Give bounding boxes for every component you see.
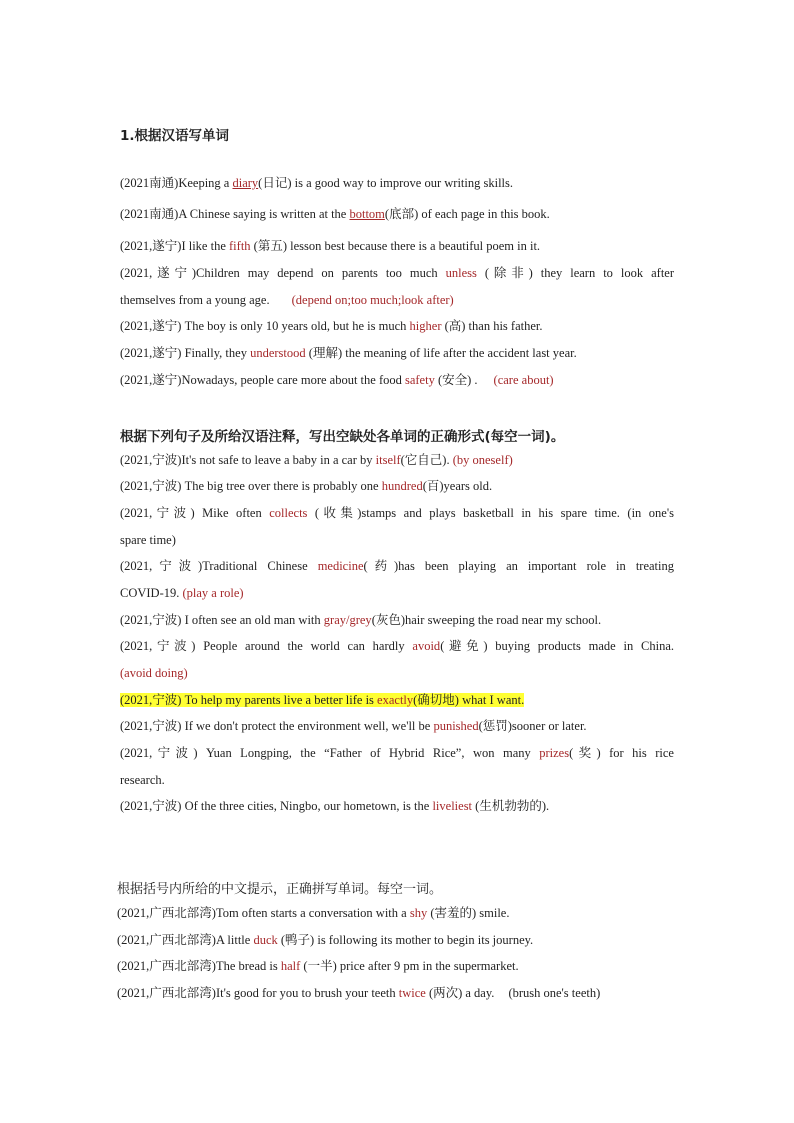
list-item: (2021,遂宁)I like the fifth (第五) lesson best because there is a beautiful poem in it.	[120, 239, 541, 253]
list-item: (2021南通)Keeping a diary(日记) is a good way to improve our writing skills.	[120, 176, 514, 190]
list-item: (2021,宁波)Traditional Chinese medicine(药)has been playing an important role in treating	[120, 559, 674, 573]
answer-word: half	[280, 959, 301, 973]
answer-word: understood	[250, 346, 306, 360]
list-item: (2021,广西北部湾)It's good for you to brush your teeth twice (两次) a day. (brush one's teeth)	[117, 986, 601, 1000]
answer-word: bottom	[349, 207, 385, 221]
answer-word: shy	[409, 906, 428, 920]
answer-word: medicine	[317, 559, 364, 573]
section2-title: 根据下列句子及所给汉语注释，写出空缺处各单词的正确形式(每空一词)。	[120, 429, 565, 445]
list-item: (2021,遂宁) Finally, they understood (理解) the meaning of life after the accident last year.	[120, 346, 577, 360]
answer-word: gray/grey	[323, 613, 372, 627]
section1-title: 1.根据汉语写单词	[120, 128, 230, 144]
answer-word: avoid	[412, 639, 441, 653]
list-item: (2021,遂宁)Children may depend on parents too much unless (除非) they learn to look after	[120, 266, 674, 280]
list-item: (2021,宁波) People around the world can hardly avoid(避免) buying products made in China.	[120, 639, 674, 653]
list-item: (2021,宁波)It's not safe to leave a baby in a car by itself(它自己). (by oneself)	[120, 453, 513, 467]
list-item: (2021,广西北部湾)The bread is half (一半) price after 9 pm in the supermarket.	[117, 959, 519, 973]
list-item: (2021,宁波) Of the three cities, Ningbo, our hometown, is the liveliest (生机勃勃的).	[120, 799, 550, 813]
phrase-note: (care about)	[493, 373, 554, 387]
answer-word: hundred	[381, 479, 423, 493]
answer-word: punished	[433, 719, 479, 733]
answer-word: fifth	[229, 239, 251, 253]
answer-word: liveliest	[432, 799, 473, 813]
phrase-note: (by oneself)	[452, 453, 513, 467]
list-item-continued	[120, 665, 674, 681]
list-item: (2021,遂宁)Nowadays, people care more about the food safety (安全) . (care about)	[120, 373, 554, 387]
highlighted-list-item	[120, 692, 524, 708]
answer-word: twice	[398, 986, 426, 1000]
list-item: (2021,宁波) Mike often collects (收集)stamps and plays basketball in his spare time. (in one's	[120, 506, 674, 520]
list-item: (2021,遂宁) The boy is only 10 years old, but he is much higher (高) than his father.	[120, 319, 543, 333]
list-item-continued: spare time)	[120, 533, 176, 547]
answer-word: higher	[409, 319, 442, 333]
answer-word: itself	[375, 453, 401, 467]
phrase-note: (play a role)	[182, 586, 244, 600]
answer-word: unless	[445, 266, 477, 280]
list-item-continued: themselves from a young age. (depend on;too much;look after)	[120, 293, 454, 307]
answer-word: exactly	[377, 693, 414, 707]
list-item-continued: research.	[120, 773, 165, 787]
list-item: (2021,宁波) I often see an old man with gray/grey(灰色)hair sweeping the road near my school.	[120, 613, 602, 627]
list-item-continued: COVID-19. (play a role)	[120, 586, 244, 600]
answer-word: prizes	[539, 746, 570, 760]
answer-word: collects	[269, 506, 308, 520]
answer-word: diary	[232, 176, 259, 190]
list-item: (2021南通)A Chinese saying is written at the bottom(底部) of each page in this book.	[120, 207, 550, 221]
list-item: (2021,宁波) If we don't protect the environment well, we'll be punished(惩罚)sooner or later.	[120, 719, 587, 733]
answer-word: safety	[404, 373, 435, 387]
phrase-note: (brush one's teeth)	[508, 986, 601, 1000]
list-item: (2021,广西北部湾)A little duck (鸭子) is following its mother to begin its journey.	[117, 933, 534, 947]
highlight-mark: (2021,宁波) To help my parents live a better life is exactly(确切地) what I want.	[120, 693, 525, 707]
answer-word: duck	[253, 933, 278, 947]
phrase-note: (depend on;too much;look after)	[291, 293, 454, 307]
section3-title: 根据括号内所给的中文提示，正确拼写单词。每空一词。	[117, 882, 443, 897]
list-item: (2021,宁波) Yuan Longping, the “Father of Hybrid Rice”, won many prizes(奖) for his rice	[120, 746, 674, 760]
list-item: (2021,宁波) The big tree over there is probably one hundred(百)years old.	[120, 479, 493, 493]
phrase-note: (avoid doing)	[120, 666, 188, 680]
list-item: (2021,广西北部湾)Tom often starts a conversation with a shy (害羞的) smile.	[117, 906, 510, 920]
